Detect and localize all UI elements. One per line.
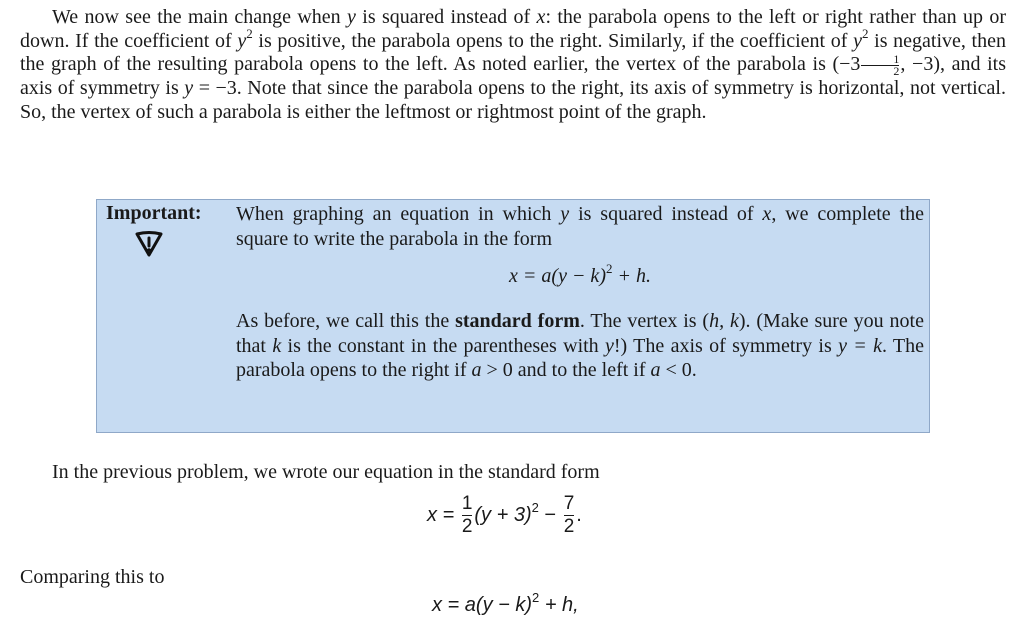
- var-a: a: [471, 359, 482, 381]
- exponent: 2: [246, 25, 253, 41]
- text-run: As before, we call this the: [236, 310, 456, 332]
- comparing-paragraph: [20, 566, 1006, 590]
- text-run: > 0 and to the left if: [481, 359, 651, 381]
- text-run: is squared instead of: [569, 203, 763, 225]
- text-run: . The parabola opens to the right if: [236, 334, 925, 381]
- text-run: is positive, the parabola opens to the right. Similarly, if the coefficient of: [252, 29, 854, 52]
- equation-body: x = a(y − k): [432, 594, 533, 616]
- var-x: x: [509, 265, 518, 287]
- text-run: We now see the main change when: [52, 6, 348, 28]
- var-y: y: [184, 77, 194, 100]
- equation-tail: + h.: [612, 265, 651, 287]
- period: .: [576, 503, 582, 526]
- exponent: 2: [531, 500, 539, 516]
- warning-icon: [134, 230, 164, 263]
- var-y: y: [347, 6, 356, 28]
- axis-equation: y = k: [838, 334, 882, 357]
- var-y: y: [560, 203, 570, 225]
- text-run: is squared instead of: [355, 6, 537, 28]
- fraction-numerator: 7: [563, 493, 575, 514]
- fraction-numerator: 1: [461, 493, 473, 514]
- equation-general-form: [432, 590, 579, 617]
- equation-body: = a(y − k): [517, 265, 606, 287]
- standard-form-term: standard form: [455, 310, 580, 332]
- exponent: 2: [861, 25, 869, 41]
- intro-paragraph: [20, 6, 1006, 124]
- exponent: 2: [605, 261, 613, 277]
- text-run: is the constant in the parentheses with: [281, 334, 605, 357]
- var-x: x: [536, 6, 546, 28]
- important-body: [236, 202, 924, 383]
- var-y: y: [605, 334, 614, 357]
- fraction-denominator: 2: [563, 516, 575, 537]
- fraction-seven-halves: [564, 494, 575, 537]
- important-label: Important:: [106, 202, 202, 224]
- exponent: 2: [532, 590, 540, 606]
- vertex-vars: h, k: [709, 310, 739, 332]
- var-y: y: [237, 29, 247, 52]
- text-run: Comparing this to: [20, 566, 165, 588]
- equation-lhs: x =: [427, 503, 455, 526]
- text-run: . The vertex is (: [579, 310, 710, 332]
- equation-fractional-form: [427, 494, 582, 537]
- var-k: k: [272, 334, 282, 357]
- text-run: , −3), and its axis of symmetry is: [20, 53, 1006, 100]
- text-run: When graphing an equation in which: [236, 203, 561, 225]
- var-y: y: [853, 29, 862, 52]
- equation-body: (y + 3): [474, 503, 532, 526]
- text-run: ). (Make sure you note that: [236, 310, 924, 357]
- equation-tail: + h,: [539, 594, 579, 616]
- previous-problem-paragraph: [20, 461, 1006, 485]
- text-run: is negative, then the graph of the resulting parabola opens to the left. As noted earlier, the vertex of the parabola is (−3: [20, 29, 1006, 76]
- fraction-denominator: 2: [461, 516, 473, 537]
- text-run: In the previous problem, we wrote our equation in the standard form: [52, 461, 600, 483]
- text-run: < 0.: [660, 359, 697, 381]
- fraction-one-half: [462, 494, 473, 537]
- fraction-denominator: 2: [893, 64, 900, 79]
- text-run: = −3. Note that since the parabola opens to the right, its axis of symmetry is horizontal, not vertical. So, the vertex of such a parabola is either the leftmost or rightmost point of the graph.: [20, 77, 1006, 123]
- text-run: : the parabola opens to the left or right rather than up or down. If the coefficient of: [20, 6, 1007, 52]
- minus-sign: −: [538, 503, 557, 526]
- text-run: , we complete the square to write the parabola in the form: [236, 203, 924, 250]
- fraction-half: [861, 54, 899, 77]
- text-run: !) The axis of symmetry is: [613, 334, 839, 357]
- important-callout: [96, 199, 930, 433]
- var-x: x: [762, 203, 772, 225]
- standard-form-equation: [236, 261, 924, 288]
- fraction-numerator: 1: [893, 52, 900, 67]
- var-a: a: [650, 359, 661, 381]
